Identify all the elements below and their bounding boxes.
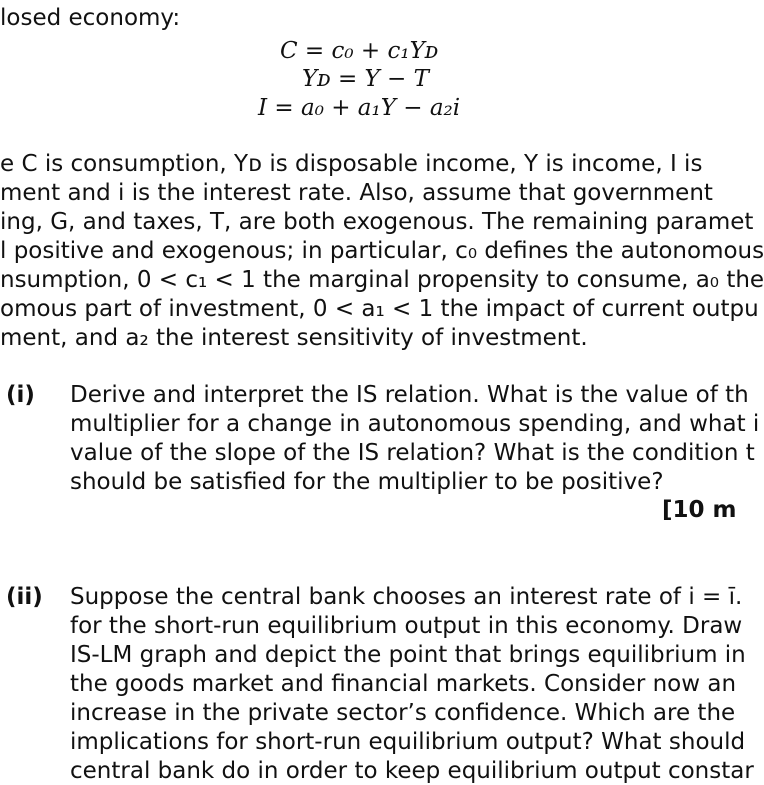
question-line: Suppose the central bank chooses an interest rate of i = ī.	[70, 584, 743, 610]
question-line: should be satisfied for the multiplier to be positive?	[70, 469, 664, 495]
paragraph-line: l positive and exogenous; in particular, c₀ defines the autonomous	[0, 238, 764, 264]
question-marker: (i)	[6, 382, 35, 408]
question-line: implications for short-run equilibrium output? What should	[70, 729, 746, 755]
question-line: central bank do in order to keep equilibrium output constar	[70, 758, 754, 784]
question-marker: (ii)	[6, 584, 43, 610]
paragraph-line: nsumption, 0 < c₁ < 1 the marginal propensity to consume, a₀ the	[0, 267, 764, 293]
paragraph-line: omous part of investment, 0 < a₁ < 1 the impact of current outpu	[0, 296, 759, 322]
question-line: the goods market and financial markets. Consider now an	[70, 671, 737, 697]
question-line: IS-LM graph and depict the point that brings equilibrium in	[70, 642, 746, 668]
question-line: value of the slope of the IS relation? What is the condition t	[70, 440, 755, 466]
question-line: multiplier for a change in autonomous spending, and what i	[70, 411, 760, 437]
question-line: increase in the private sector’s confidence. Which are the	[70, 700, 736, 726]
question-marks: [10 m	[662, 497, 737, 523]
equation-disposable-income: Yᴅ = Y − T	[302, 66, 429, 92]
equation-investment: I = a₀ + a₁Y − a₂i	[258, 95, 461, 121]
paragraph-line: ing, G, and taxes, T, are both exogenous. The remaining paramet	[0, 209, 754, 235]
paragraph-line: e C is consumption, Yᴅ is disposable income, Y is income, I is	[0, 151, 703, 177]
question-line: for the short-run equilibrium output in this economy. Draw	[70, 613, 743, 639]
equation-consumption: C = c₀ + c₁Yᴅ	[280, 38, 439, 64]
paragraph-line: ment, and a₂ the interest sensitivity of investment.	[0, 325, 588, 351]
intro-line: losed economy:	[0, 5, 181, 31]
paragraph-line: ment and i is the interest rate. Also, assume that government	[0, 180, 713, 206]
question-line: Derive and interpret the IS relation. What is the value of th	[70, 382, 749, 408]
